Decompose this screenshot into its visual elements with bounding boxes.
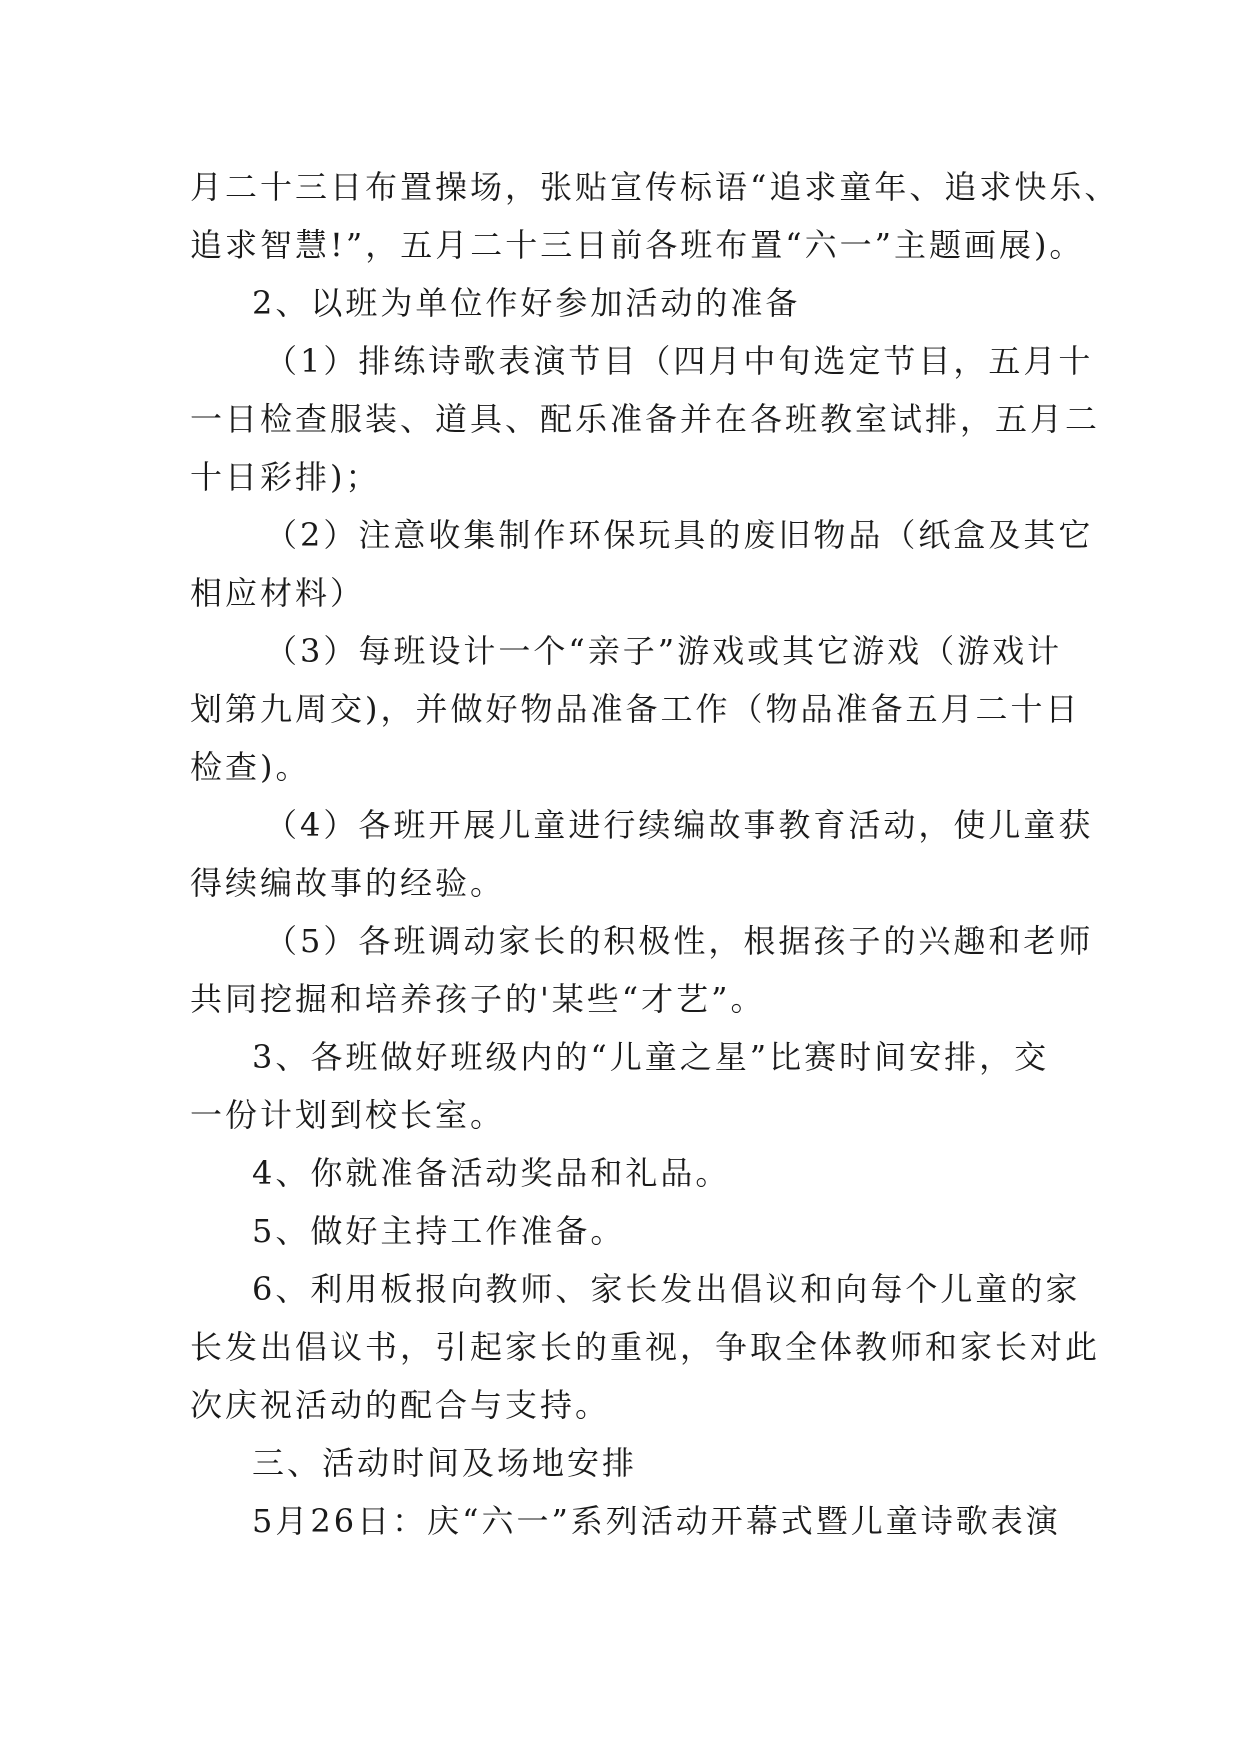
text-line: 次庆祝活动的配合与支持。 bbox=[190, 1386, 611, 1424]
sub-item: （2）注意收集制作环保玩具的废旧物品（纸盒及其它 bbox=[265, 516, 1094, 554]
document-body bbox=[190, 158, 1120, 1550]
text-line: 划第九周交)，并做好物品准备工作（物品准备五月二十日 bbox=[190, 690, 1081, 728]
section-item: 3、各班做好班级内的“儿童之星”比赛时间安排，交 bbox=[252, 1038, 1050, 1076]
text-line: 相应材料） bbox=[190, 574, 366, 612]
text-line: 一日检查服装、道具、配乐准备并在各班教室试排，五月二 bbox=[190, 400, 1101, 438]
text-line: 共同挖掘和培养孩子的'某些“才艺”。 bbox=[190, 980, 766, 1018]
text-line: 一份计划到校长室。 bbox=[190, 1096, 506, 1134]
text-line: 十日彩排)； bbox=[190, 458, 381, 496]
schedule-line: 5月26日：庆“六一”系列活动开幕式暨儿童诗歌表演 bbox=[252, 1502, 1061, 1540]
sub-item: （1）排练诗歌表演节目（四月中旬选定节目，五月十 bbox=[265, 342, 1094, 380]
section-item: 2、以班为单位作好参加活动的准备 bbox=[252, 284, 801, 322]
text-line: 月二十三日布置操场，张贴宣传标语“追求童年、追求快乐、 bbox=[190, 168, 1120, 206]
text-line: 追求智慧!”，五月二十三日前各班布置“六一”主题画展)。 bbox=[190, 226, 1085, 264]
sub-item: （3）每班设计一个“亲子”游戏或其它游戏（游戏计 bbox=[265, 632, 1063, 670]
section-item: 6、利用板报向教师、家长发出倡议和向每个儿童的家 bbox=[252, 1270, 1081, 1308]
text-line: 长发出倡议书，引起家长的重视，争取全体教师和家长对此 bbox=[190, 1328, 1101, 1366]
section-item: 5、做好主持工作准备。 bbox=[252, 1212, 626, 1250]
sub-item: （4）各班开展儿童进行续编故事教育活动，使儿童获 bbox=[265, 806, 1094, 844]
text-line: 得续编故事的经验。 bbox=[190, 864, 506, 902]
section-heading: 三、活动时间及场地安排 bbox=[252, 1444, 638, 1482]
section-item: 4、你就准备活动奖品和礼品。 bbox=[252, 1154, 731, 1192]
sub-item: （5）各班调动家长的积极性，根据孩子的兴趣和老师 bbox=[265, 922, 1094, 960]
text-line: 检查)。 bbox=[190, 748, 311, 786]
